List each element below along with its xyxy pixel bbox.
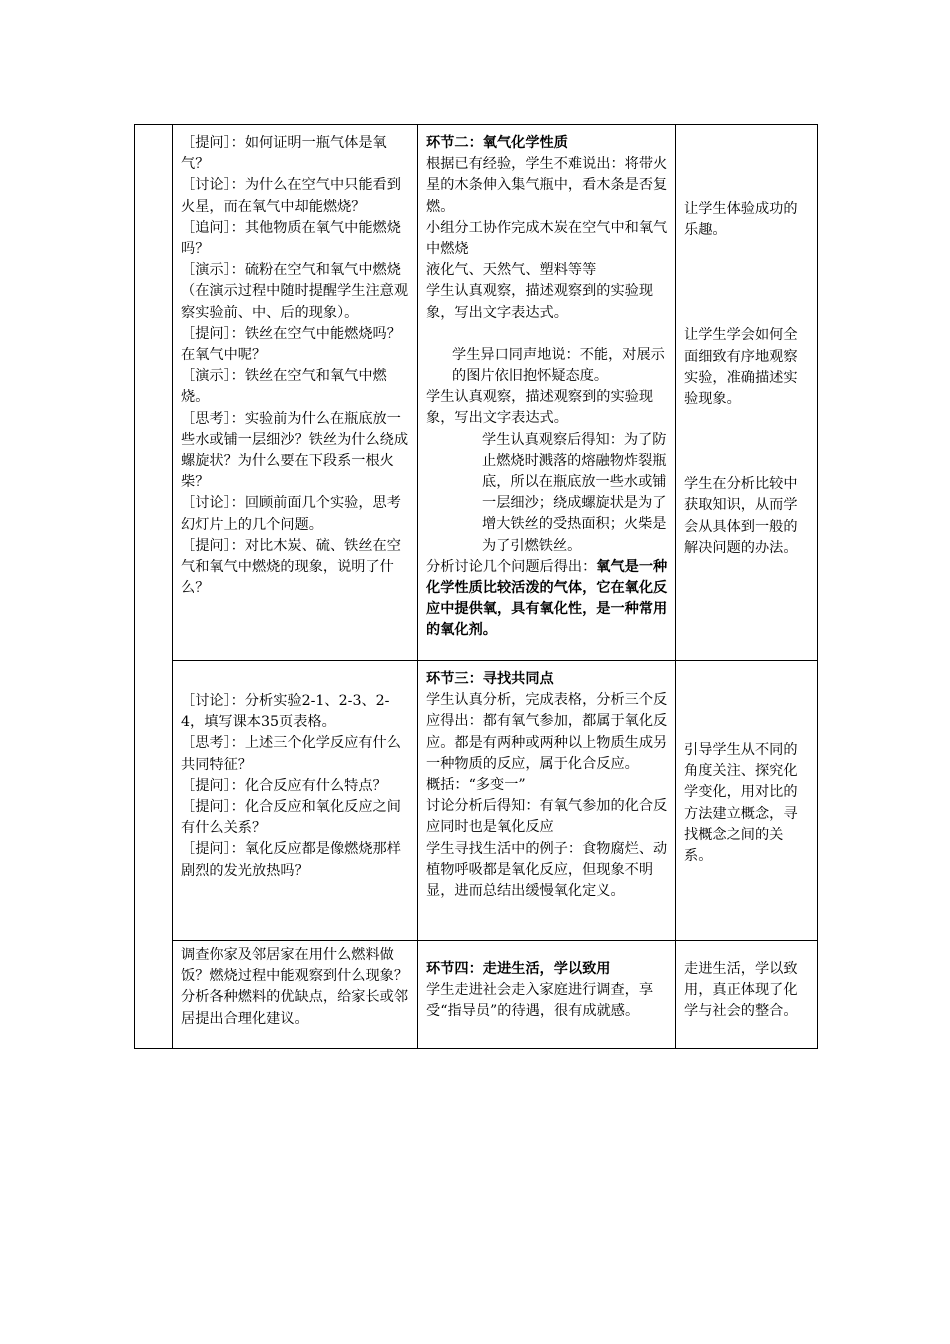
spacer xyxy=(684,241,811,325)
student-text: 根据已有经验，学生不难说出：将带火星的木条伸入集气瓶中，看木条是否复燃。 xyxy=(426,156,668,215)
stage-column-cell xyxy=(135,125,173,1049)
teacher-demo-sulfur: ［演示］：硫粉在空气和氧气中燃烧（在演示过程中随时提醒学生注意观察实验前、中、后的现象）。 xyxy=(181,262,409,321)
design-intent-cell xyxy=(676,125,818,661)
student-text: 学生认真观察，描述观察到的实验现象，写出文字表达式。 xyxy=(426,283,654,321)
table-row xyxy=(135,125,818,661)
teacher-activity-cell xyxy=(173,941,418,1049)
teacher-question: ［提问］：化合反应有什么特点？ xyxy=(181,777,387,794)
spacer xyxy=(684,410,811,474)
section-heading: 环节三：寻找共同点 xyxy=(426,671,554,687)
intent-text: 学生在分析比较中获取知识，从而学会从具体到一般的解决问题的办法。 xyxy=(684,476,798,556)
teacher-assignment: 调查你家及邻居家在用什么燃料做饭？燃烧过程中能观察到什么现象？分析各种燃料的优缺点，给家长或邻居提出合理化建议。 xyxy=(181,947,409,1027)
section-heading: 环节二：氧气化学性质 xyxy=(426,135,568,151)
teacher-activity-cell xyxy=(173,125,418,661)
teacher-discussion: ［讨论］：分析实验2-1、2-3、2-4，填写课本35页表格。 xyxy=(181,693,390,731)
student-text: 概括：“多变一” xyxy=(426,777,526,794)
student-activity-cell xyxy=(418,125,676,661)
teacher-question: ［提问］：氧化反应都是像燃烧那样剧烈的发光放热吗？ xyxy=(181,841,401,879)
student-activity-cell xyxy=(418,661,676,941)
section-heading: 环节四：走进生活，学以致用 xyxy=(426,961,611,977)
teacher-question-iron: ［提问］：铁丝在空气中能燃烧吗？在氧气中呢？ xyxy=(181,325,401,364)
student-conclusion xyxy=(426,557,670,642)
student-text: 学生认真观察后得知：为了防止燃烧时溅落的熔融物炸裂瓶底，所以在瓶底放一些水或铺一层细沙；绕成螺旋状是为了增大铁丝的受热面积；火柴是为了引燃铁丝。 xyxy=(482,431,667,554)
teacher-question: ［提问］：如何证明一瓶气体是氧气？ xyxy=(181,135,387,173)
student-text: 讨论分析后得知：有氧气参加的化合反应同时也是氧化反应 xyxy=(426,798,668,836)
design-intent-cell xyxy=(676,661,818,941)
student-text: 液化气、天然气、塑料等等 xyxy=(426,262,597,279)
conclusion-bold: 氧气是一种化学性质比较活泼的气体，它在氧化反应中提供氧，具有氧化性，是一种常用的氧化剂。 xyxy=(426,558,668,639)
teacher-think: ［思考］：上述三个化学反应有什么共同特征？ xyxy=(181,735,401,773)
student-text: 学生寻找生活中的例子：食物腐烂、动植物呼吸都是氧化反应，但现象不明显，进而总结出缓慢氧化定义。 xyxy=(426,840,668,900)
teacher-question-compare: ［提问］：对比木炭、硫、铁丝在空气和氧气中燃烧的现象，说明了什么？ xyxy=(181,537,401,597)
intent-text: 引导学生从不同的角度关注、探究化学变化，用对比的方法建立概念，寻找概念之间的关系。 xyxy=(684,741,798,864)
teacher-think: ［思考］：实验前为什么在瓶底放一些水或铺一层细沙？铁丝为什么绕成螺旋状？为什么要在下段系一根火柴？ xyxy=(181,410,409,491)
student-text: 学生走进社会走入家庭进行调查，享受“指导员”的待遇，很有成就感。 xyxy=(426,982,654,1020)
student-text: 小组分工协作完成木炭在空气中和氧气中燃烧 xyxy=(426,219,668,258)
student-activity-cell xyxy=(418,941,676,1049)
student-text: 学生认真观察，描述观察到的实验现象，写出文字表达式。 xyxy=(426,389,654,427)
table-row xyxy=(135,661,818,941)
spacer xyxy=(426,324,670,345)
intent-text: 让学生体验成功的乐趣。 xyxy=(684,201,798,239)
teacher-question: ［提问］：化合反应和氧化反应之间有什么关系？ xyxy=(181,799,401,837)
teacher-activity-cell xyxy=(173,661,418,941)
teacher-discussion-review: ［讨论］：回顾前面几个实验，思考幻灯片上的几个问题。 xyxy=(181,495,401,533)
intent-text: 让学生学会如何全面细致有序地观察实验，准确描述实验现象。 xyxy=(684,327,798,408)
lesson-plan-table xyxy=(134,124,818,1049)
conclusion-prefix: 分析讨论几个问题后得出： xyxy=(426,558,597,575)
student-text: 学生认真分析，完成表格，分析三个反应得出：都有氧气参加，都属于氧化反应。都是有两种或两种以上物质生成另一种物质的反应，属于化合反应。 xyxy=(426,692,668,772)
table-row xyxy=(135,941,818,1049)
design-intent-cell xyxy=(676,941,818,1049)
teacher-demo-iron: ［演示］：铁丝在空气和氧气中燃烧。 xyxy=(181,368,387,406)
student-text: 学生异口同声地说：不能，对展示的图片依旧抱怀疑态度。 xyxy=(452,346,665,385)
intent-text: 走进生活，学以致用，真正体现了化学与社会的整合。 xyxy=(684,961,798,1020)
teacher-follow-up: ［追问］：其他物质在氧气中能燃烧吗？ xyxy=(181,219,401,258)
teacher-discussion: ［讨论］：为什么在空气中只能看到火星，而在氧气中却能燃烧？ xyxy=(181,177,401,215)
